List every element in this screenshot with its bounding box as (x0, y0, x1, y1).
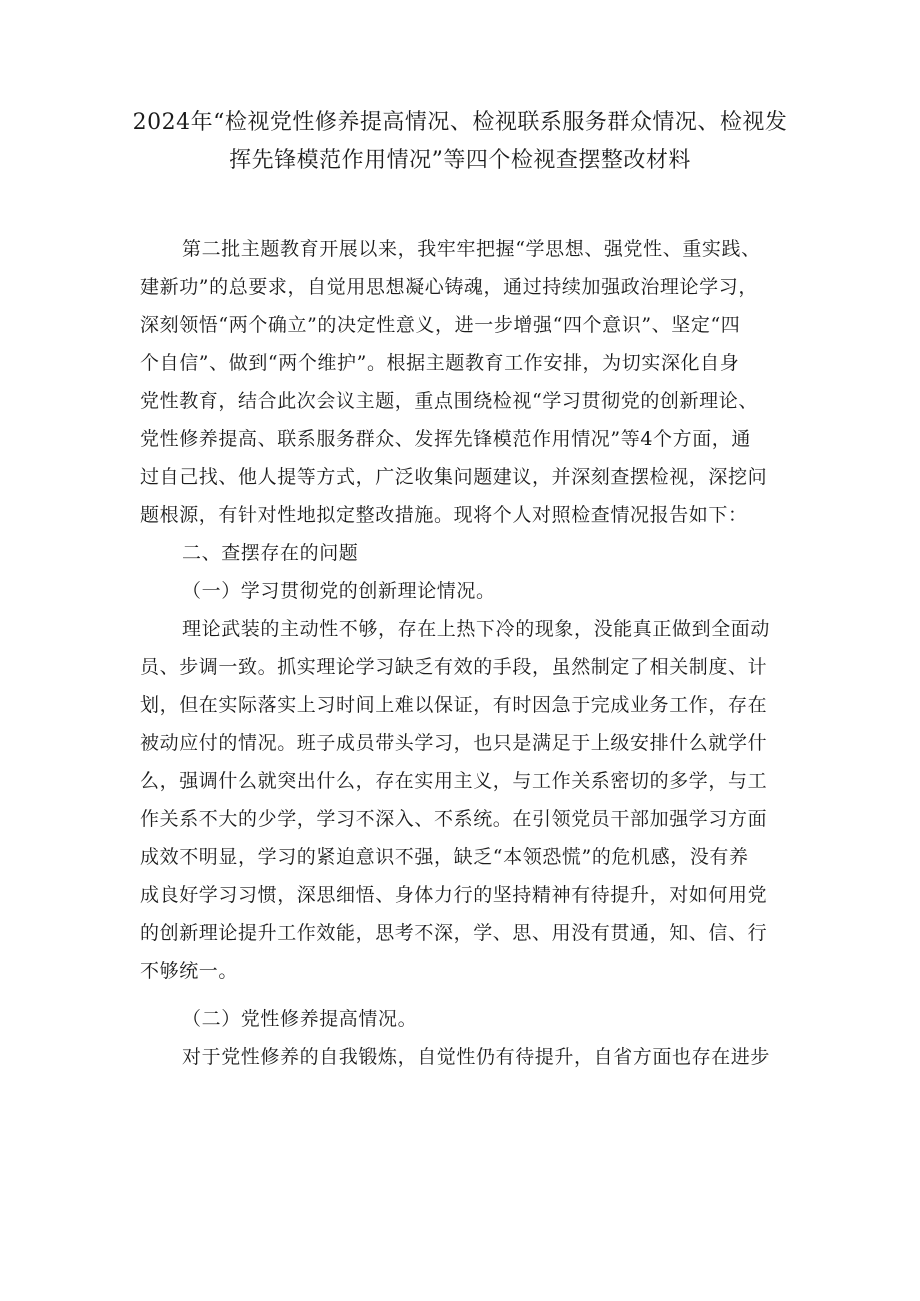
intro-line: 过自己找、他人提等方式，广泛收集问题建议，并深刻查摆检视，深挖问 (140, 466, 768, 488)
intro-line: 题根源，有针对性地拟定整改措施。现将个人对照检查情况报告如下： (140, 504, 748, 526)
intro-line: 党性修养提高、联系服务群众、发挥先锋模范作用情况”等4个方面，通 (140, 428, 752, 450)
sub1-line: 的创新理论提升工作效能，思考不深，学、思、用没有贯通，知、信、行 (140, 922, 768, 944)
sub1-line: 么，强调什么就突出什么，存在实用主义，与工作关系密切的多学，与工 (140, 770, 768, 792)
document-body (140, 230, 796, 1076)
sub1-line: 被动应付的情况。班子成员带头学习，也只是满足于上级安排什么就学什 (140, 732, 768, 754)
title-line: 2024年“检视党性修养提高情况、检视联系服务群众情况、检视发 (132, 110, 788, 135)
sub1-line: 成良好学习习惯，深思细悟、身体力行的坚持精神有待提升，对如何用党 (140, 884, 768, 906)
intro-line: 建新功”的总要求，自觉用思想凝心铸魂，通过持续加强政治理论学习， (140, 276, 758, 298)
sub1-line: 作关系不大的少学，学习不深入、不系统。在引领党员干部加强学习方面 (140, 808, 768, 830)
intro-line: 党性教育，结合此次会议主题，重点围绕检视“学习贯彻党的创新理论、 (140, 390, 758, 412)
subsection-heading-1: （一）学习贯彻党的创新理论情况。 (182, 580, 496, 602)
intro-line: 深刻领悟“两个确立”的决定性意义，进一步增强“四个意识”、坚定“四 (140, 314, 741, 336)
intro-line: 第二批主题教育开展以来，我牢牢把握“学思想、强党性、重实践、 (182, 238, 761, 260)
subsection-heading-2: （二）党性修养提高情况。 (182, 1008, 418, 1030)
sub1-line: 理论武装的主动性不够，存在上热下冷的现象，没能真正做到全面动 (182, 618, 771, 640)
document-title (100, 104, 820, 180)
sub1-line: 划，但在实际落实上习时间上难以保证，有时因急于完成业务工作，存在 (140, 694, 768, 716)
section-heading: 二、查摆存在的问题 (182, 542, 359, 564)
sub1-line: 成效不明显，学习的紧迫意识不强，缺乏“本领恐慌”的危机感，没有养 (140, 846, 749, 868)
sub2-line: 对于党性修养的自我锻炼，自觉性仍有待提升，自省方面也存在进步 (182, 1046, 771, 1068)
intro-line: 个自信”、做到“两个维护”。根据主题教育工作安排，为切实深化自身 (140, 352, 740, 374)
sub1-line: 不够统一。 (140, 960, 239, 982)
sub1-line: 员、步调一致。抓实理论学习缺乏有效的手段，虽然制定了相关制度、计 (140, 656, 768, 678)
title-line: 挥先锋模范作用情况”等四个检视查摆整改材料 (229, 148, 691, 173)
